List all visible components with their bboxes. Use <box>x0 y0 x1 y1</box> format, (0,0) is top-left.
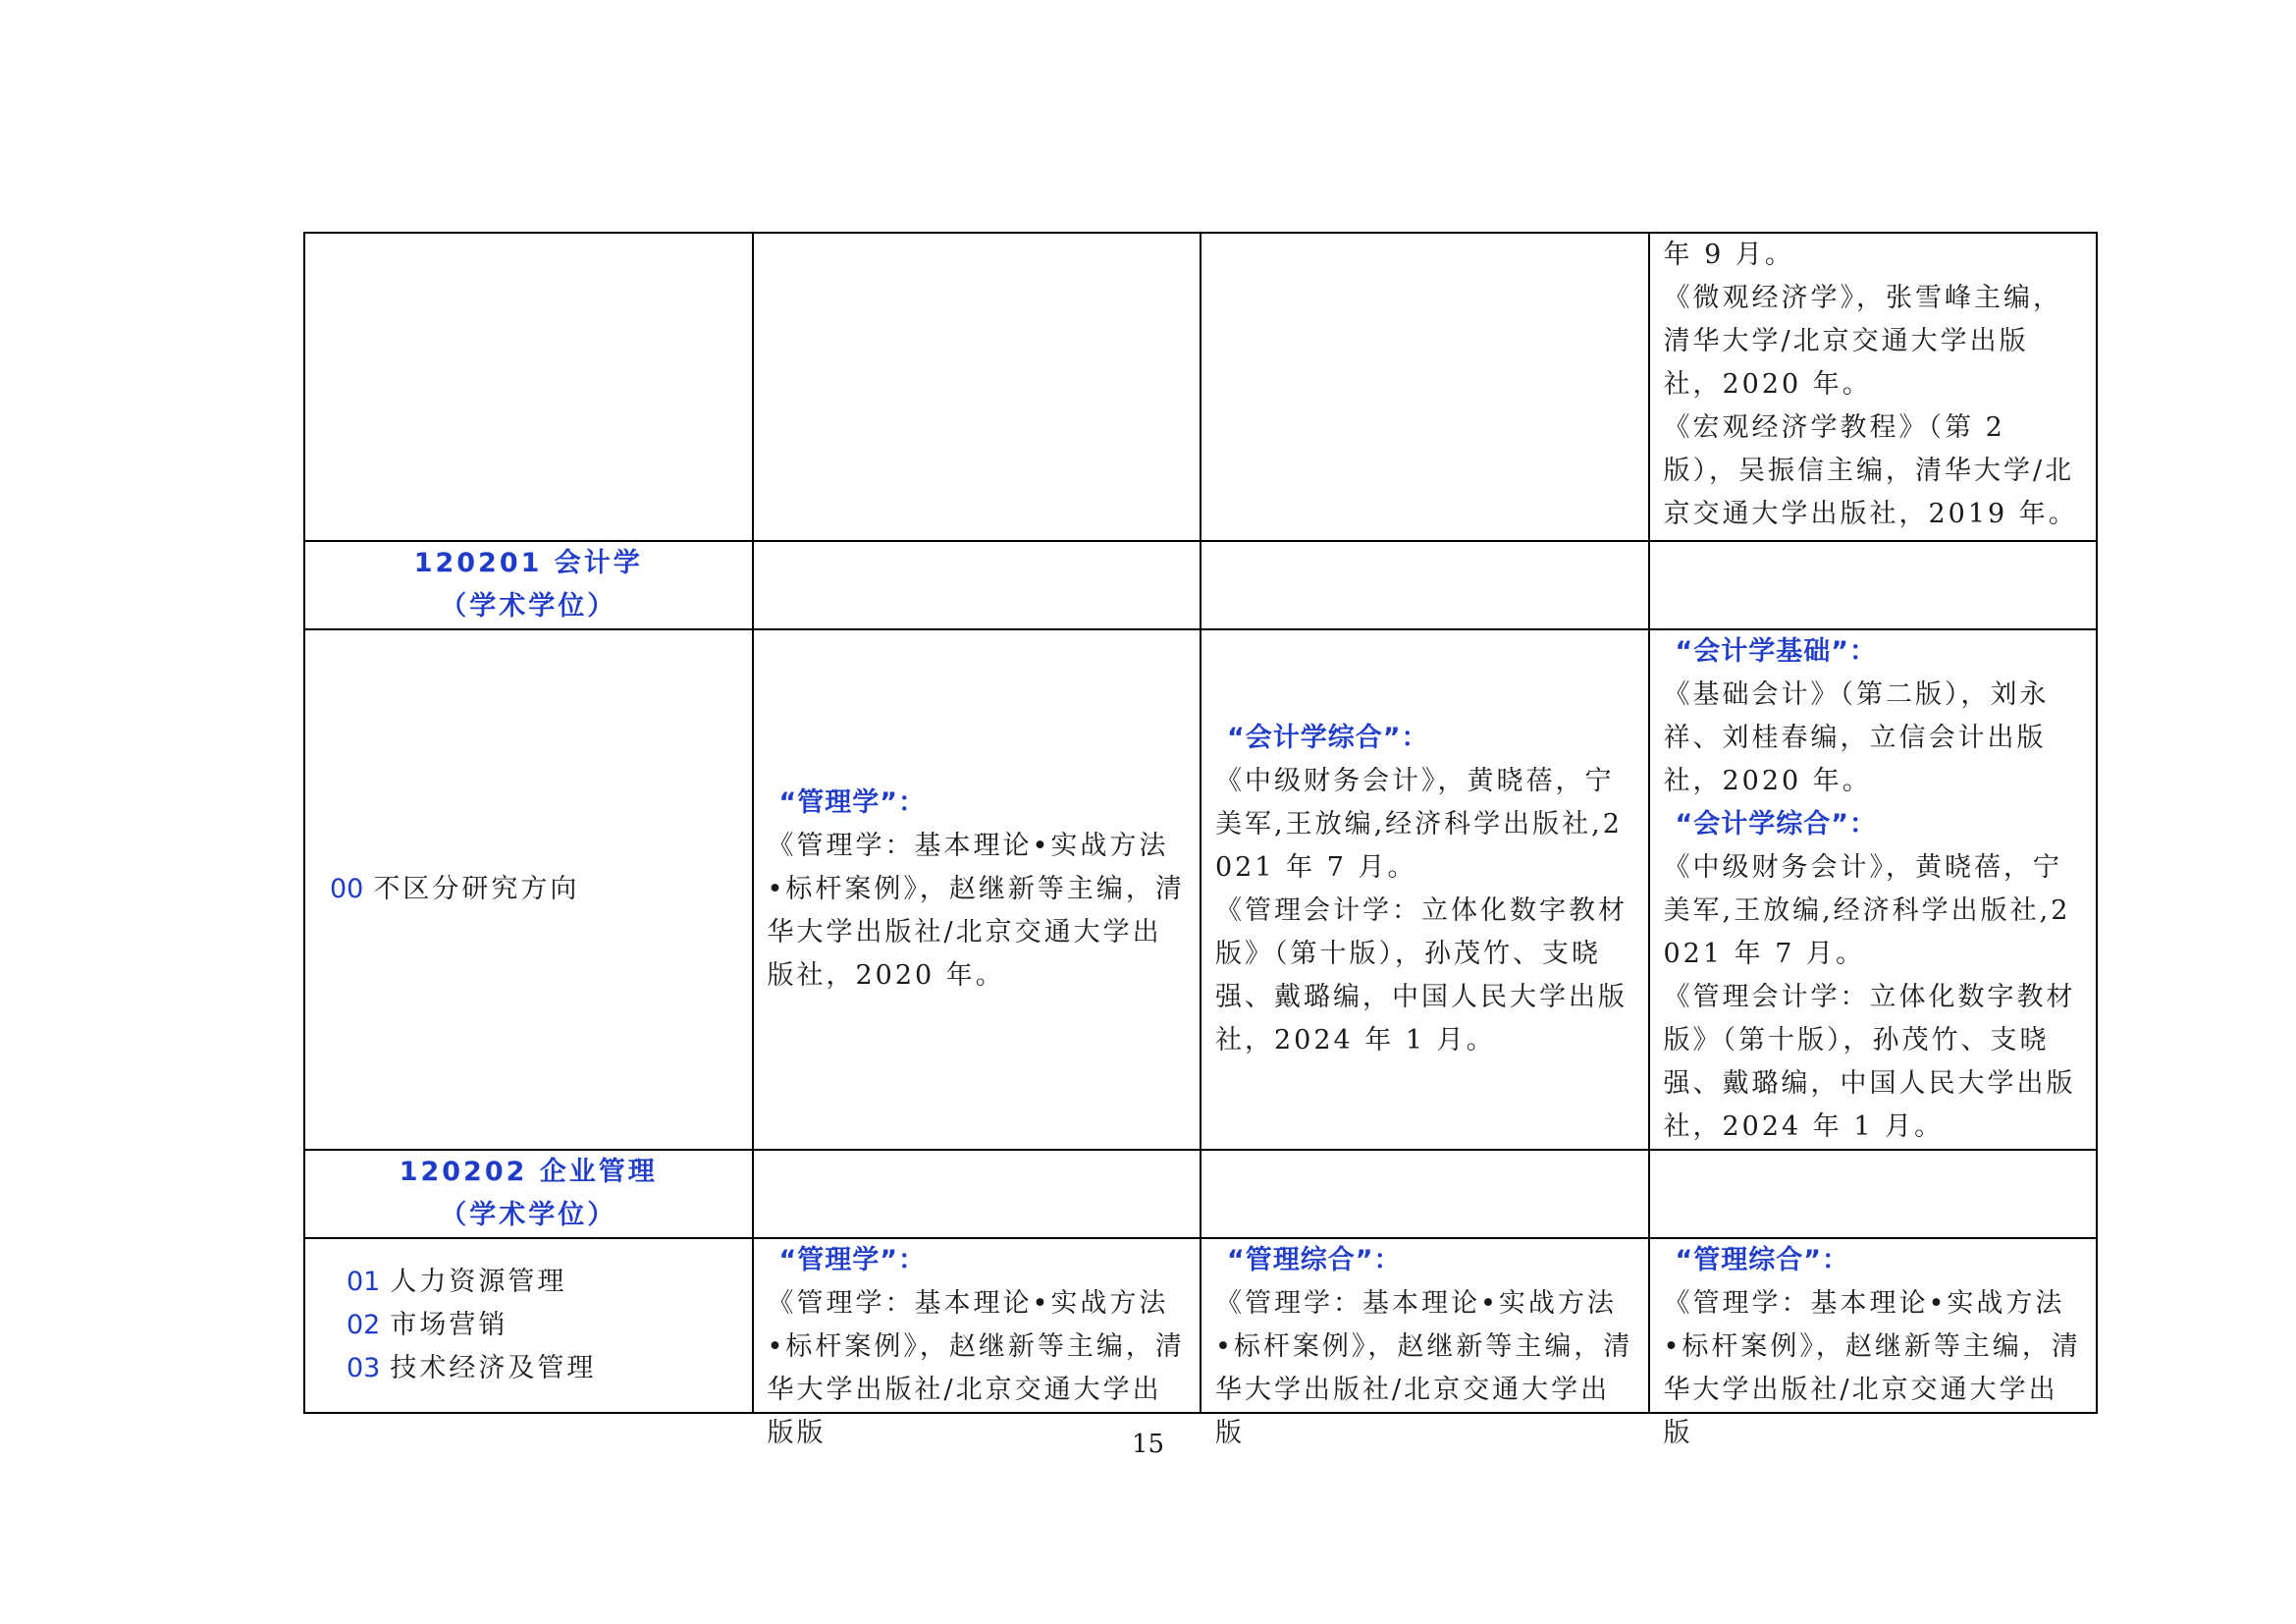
book-entry: 《中级财务会计》，黄晓蓓，宁美军,王放编,经济科学出版社,2021 年 7 月。 <box>1663 852 2071 969</box>
table-row <box>304 1238 2097 1413</box>
book-entry: 《中级财务会计》，黄晓蓓，宁美军,王放编,经济科学出版社,2021 年 7 月。 <box>1215 766 1623 883</box>
reference-books-cell <box>1649 233 2098 541</box>
book-entry: 《基础会计》（第二版），刘永祥、刘桂春编，立信会计出版社，2020 年。 <box>1663 679 2050 796</box>
table-row <box>304 629 2097 1150</box>
table-row <box>304 233 2097 541</box>
book-entry: 《管理学：基本理论•实战方法•标杆案例》，赵继新等主编，清华大学出版社/北京交通大学出版版 <box>767 1288 1185 1448</box>
table-row <box>304 1150 2097 1238</box>
page-number: 15 <box>1131 1430 1165 1459</box>
exam-subject-cell <box>1201 629 1649 1150</box>
direction-name: 人力资源管理 <box>390 1267 567 1297</box>
exam-subject-cell <box>753 629 1201 1150</box>
table-row <box>304 541 2097 629</box>
subject-heading: “管理综合”： <box>1227 1245 1402 1275</box>
book-entry: 《管理会计学：立体化数字教材版》（第十版），孙茂竹、支晓强、戴璐编，中国人民大学出版社，2024 年 1 月。 <box>1215 895 1628 1056</box>
major-title-accounting <box>304 541 753 629</box>
reference-books-cell <box>1649 629 2098 1150</box>
book-entry: 年 9 月。 <box>1663 240 1794 270</box>
cell-empty <box>1201 541 1649 629</box>
reference-books-cell <box>1649 1238 2098 1448</box>
cell-empty <box>753 1150 1201 1238</box>
research-direction-cell <box>304 1238 753 1413</box>
subject-heading: “会计学综合”： <box>1227 723 1429 753</box>
degree-type: （学术学位） <box>440 1200 617 1230</box>
degree-type: （学术学位） <box>440 591 617 622</box>
direction-name: 市场营销 <box>390 1310 508 1340</box>
book-entry: 《宏观经济学教程》（第 2 版），吴振信主编，清华大学/北京交通大学出版社，2019 年。 <box>1663 412 2078 529</box>
major-title-management <box>304 1150 753 1238</box>
exam-subject-cell <box>1201 1238 1649 1448</box>
book-entry: 《管理学：基本理论•实战方法•标杆案例》，赵继新等主编，清华大学出版社/北京交通大学出版社，2020 年。 <box>767 831 1185 991</box>
book-entry: 《管理会计学：立体化数字教材版》（第十版），孙茂竹、支晓强、戴璐编，中国人民大学出版社，2024 年 1 月。 <box>1663 982 2076 1142</box>
subject-heading: “会计学综合”： <box>1675 809 1877 839</box>
subject-heading: “管理综合”： <box>1675 1245 1849 1275</box>
subject-heading: “管理学”： <box>778 1245 926 1275</box>
direction-item <box>347 1347 738 1390</box>
direction-code: 03 <box>347 1353 381 1383</box>
cell-empty <box>753 541 1201 629</box>
cell-empty <box>1649 1150 2098 1238</box>
direction-item <box>347 1304 738 1347</box>
research-direction-cell <box>304 629 753 1150</box>
cell-empty <box>304 233 753 541</box>
cell-empty <box>1649 541 2098 629</box>
subject-heading: “会计学基础”： <box>1675 636 1877 667</box>
direction-code: 02 <box>347 1310 381 1340</box>
direction-name: 技术经济及管理 <box>390 1353 597 1383</box>
book-entry: 《管理学：基本理论•实战方法•标杆案例》，赵继新等主编，清华大学出版社/北京交通大学出版 <box>1663 1288 2081 1448</box>
major-code-name: 120201 会计学 <box>413 548 643 578</box>
direction-code: 00 <box>330 874 364 904</box>
direction-name: 不区分研究方向 <box>373 874 580 904</box>
book-entry: 《管理学：基本理论•实战方法•标杆案例》，赵继新等主编，清华大学出版社/北京交通大学出版 <box>1215 1288 1633 1448</box>
subject-heading: “管理学”： <box>778 787 926 818</box>
cell-empty <box>753 233 1201 541</box>
cell-empty <box>1201 233 1649 541</box>
major-code-name: 120202 企业管理 <box>399 1157 658 1187</box>
book-entry: 《微观经济学》，张雪峰主编，清华大学/北京交通大学出版社，2020 年。 <box>1663 283 2062 400</box>
direction-item <box>347 1261 738 1304</box>
cell-empty <box>1201 1150 1649 1238</box>
direction-code: 01 <box>347 1267 381 1297</box>
